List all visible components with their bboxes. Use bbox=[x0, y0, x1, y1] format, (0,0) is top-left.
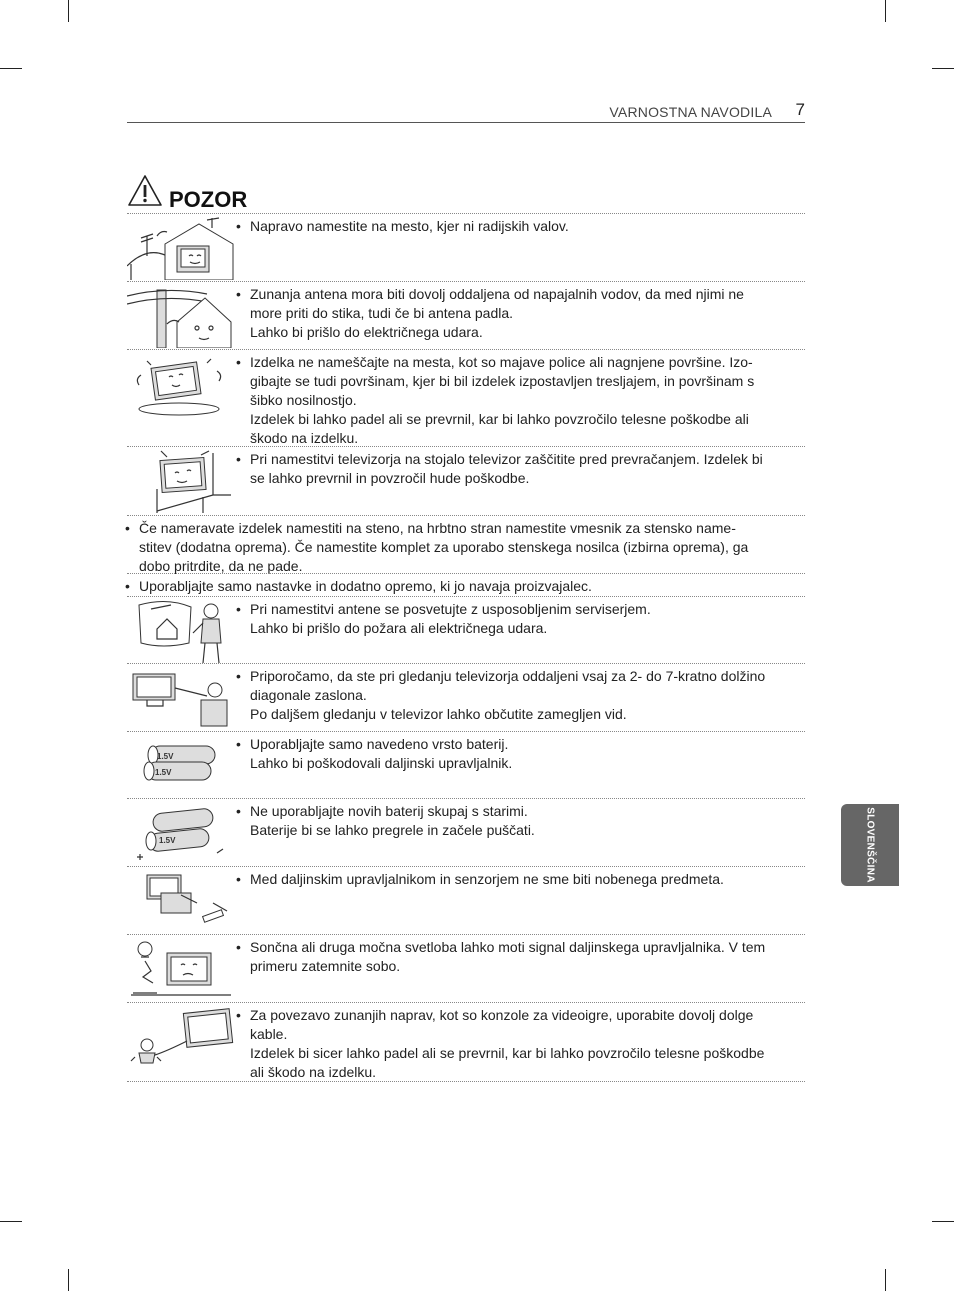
caution-item bbox=[127, 934, 805, 1003]
warning-triangle-icon bbox=[127, 174, 163, 208]
item-text bbox=[236, 450, 795, 488]
stand-tipping-illustration bbox=[127, 449, 235, 513]
item-text bbox=[236, 217, 795, 236]
item-line: kable. bbox=[250, 1026, 288, 1042]
service-technician-illustration bbox=[127, 599, 235, 663]
item-line: škodo na izdelku. bbox=[250, 430, 359, 446]
bullet-icon: • bbox=[236, 871, 241, 887]
game-console-cable-illustration bbox=[127, 1005, 235, 1069]
item-line: Uporabljajte samo navedeno vrsto baterij. bbox=[250, 736, 509, 752]
page-header bbox=[127, 96, 805, 123]
battery-label: 1.5V bbox=[157, 752, 174, 761]
caution-item bbox=[127, 446, 805, 516]
battery-label: 1.5V bbox=[155, 768, 172, 777]
item-line: stitev (dodatna oprema). Če namestite komplet za uporabo stenskega nosilca (izbirna oprema), ga bbox=[139, 539, 749, 555]
item-line: Sončna ali druga močna svetloba lahko moti signal daljinskega upravljalnika. V tem bbox=[250, 939, 766, 955]
bullet-icon: • bbox=[236, 668, 241, 684]
item-line: primeru zatemnite sobo. bbox=[250, 958, 401, 974]
bullet-icon: • bbox=[236, 451, 241, 467]
item-line: Izdelek bi lahko padel ali se prevrnil, kar bi lahko povzročilo telesne poškodbe ali bbox=[250, 411, 749, 427]
house-antenna-illustration bbox=[127, 216, 235, 280]
item-line: Zunanja antena mora biti dovolj oddaljena od napajalnih vodov, da med njimi ne bbox=[250, 286, 744, 302]
caution-item bbox=[127, 866, 805, 935]
remote-obstacle-illustration bbox=[127, 869, 235, 933]
item-line: Napravo namestite na mesto, kjer ni radijskih valov. bbox=[250, 218, 569, 234]
crop-mark bbox=[885, 1269, 886, 1291]
item-text bbox=[236, 802, 795, 840]
item-text bbox=[236, 870, 795, 889]
crop-mark bbox=[932, 68, 954, 69]
crop-mark bbox=[0, 1221, 22, 1222]
caution-title: POZOR bbox=[169, 187, 248, 212]
bullet-icon: • bbox=[236, 354, 241, 370]
item-text bbox=[236, 735, 795, 773]
bullet-icon: • bbox=[236, 1007, 241, 1023]
bright-light-illustration bbox=[127, 937, 235, 1001]
caution-item bbox=[127, 663, 805, 732]
bullet-icon: • bbox=[125, 520, 130, 536]
crop-mark bbox=[885, 0, 886, 22]
caution-heading bbox=[127, 174, 805, 214]
item-line: Lahko bi poškodovali daljinski upravljalnik. bbox=[250, 755, 513, 771]
item-line: Ne uporabljajte novih baterij skupaj s starimi. bbox=[250, 803, 528, 819]
caution-item bbox=[127, 1002, 805, 1082]
caution-item bbox=[127, 798, 805, 867]
item-line: Če nameravate izdelek namestiti na steno, na hrbtno stran namestite vmesnik za stensko name- bbox=[139, 520, 736, 536]
unstable-shelf-illustration bbox=[127, 352, 235, 422]
item-text bbox=[236, 1006, 795, 1082]
item-line: ali škodo na izdelku. bbox=[250, 1064, 377, 1080]
item-line: Lahko bi prišlo do električnega udara. bbox=[250, 324, 483, 340]
item-text bbox=[236, 938, 795, 976]
crop-mark bbox=[68, 1269, 69, 1291]
item-line: gibajte se tudi površinam, kjer bi bil izdelek izpostavljen tresljajem, in površinam s bbox=[250, 373, 755, 389]
viewing-distance-illustration bbox=[127, 666, 235, 730]
caution-item bbox=[127, 213, 805, 282]
bullet-icon: • bbox=[125, 578, 130, 594]
battery-label: 1.5V bbox=[159, 836, 176, 845]
item-line: Priporočamo, da ste pri gledanju televizorja oddaljeni vsaj za 2- do 7-kratno dolžino bbox=[250, 668, 766, 684]
item-text bbox=[236, 285, 795, 342]
item-line: more priti do stika, tudi če bi antena padla. bbox=[250, 305, 514, 321]
caution-item bbox=[127, 281, 805, 350]
antenna-powerline-illustration bbox=[127, 284, 235, 348]
item-line: Uporabljajte samo nastavke in dodatno opremo, ki jo navaja proizvajalec. bbox=[139, 578, 592, 594]
caution-item bbox=[127, 515, 805, 574]
item-text bbox=[236, 667, 795, 724]
mixed-batteries-illustration bbox=[127, 801, 235, 865]
batteries-illustration bbox=[127, 734, 235, 798]
bullet-icon: • bbox=[236, 286, 241, 302]
item-line: Pri namestitvi antene se posvetujte z usposobljenim serviserjem. bbox=[250, 601, 651, 617]
caution-item bbox=[127, 596, 805, 664]
bullet-icon: • bbox=[236, 218, 241, 234]
page-number: 7 bbox=[795, 100, 805, 119]
bullet-icon: • bbox=[236, 601, 241, 617]
caution-item bbox=[127, 731, 805, 799]
caution-item bbox=[127, 573, 805, 597]
item-line: se lahko prevrnil in povzročil hude poškodbe. bbox=[250, 470, 530, 486]
item-line: šibko nosilnostjo. bbox=[250, 392, 357, 408]
section-title: VARNOSTNA NAVODILA bbox=[609, 104, 772, 120]
item-line: Izdelek bi sicer lahko padel ali se prevrnil, kar bi lahko povzročilo telesne poškodbe bbox=[250, 1045, 765, 1061]
divider bbox=[127, 1081, 805, 1082]
item-line: Med daljinskim upravljalnikom in senzorjem ne sme biti nobenega predmeta. bbox=[250, 871, 724, 887]
language-tab-label: SLOVENŠČINA bbox=[864, 807, 876, 883]
item-line: Pri namestitvi televizorja na stojalo televizor zaščitite pred prevračanjem. Izdelek bi bbox=[250, 451, 763, 467]
bullet-icon: • bbox=[236, 803, 241, 819]
bullet-icon: • bbox=[236, 939, 241, 955]
bullet-icon: • bbox=[236, 736, 241, 752]
item-line: Lahko bi prišlo do požara ali električnega udara. bbox=[250, 620, 548, 636]
crop-mark bbox=[932, 1221, 954, 1222]
crop-mark bbox=[68, 0, 69, 22]
item-line: Baterije bi se lahko pregrele in začele puščati. bbox=[250, 822, 535, 838]
item-text bbox=[125, 577, 795, 596]
caution-item bbox=[127, 349, 805, 447]
item-text bbox=[125, 519, 795, 576]
item-line: diagonale zaslona. bbox=[250, 687, 367, 703]
item-line: Po daljšem gledanju v televizor lahko občutite zamegljen vid. bbox=[250, 706, 627, 722]
language-tab bbox=[841, 804, 899, 886]
item-text bbox=[236, 353, 795, 448]
crop-mark bbox=[0, 68, 22, 69]
item-line: Za povezavo zunanjih naprav, kot so konzole za videoigre, uporabite dovolj dolge bbox=[250, 1007, 754, 1023]
item-line: Izdelka ne nameščajte na mesta, kot so majave police ali nagnjene površine. Izo- bbox=[250, 354, 753, 370]
item-line: dobo pritrdite, da ne pade. bbox=[139, 558, 303, 574]
item-text bbox=[236, 600, 795, 638]
